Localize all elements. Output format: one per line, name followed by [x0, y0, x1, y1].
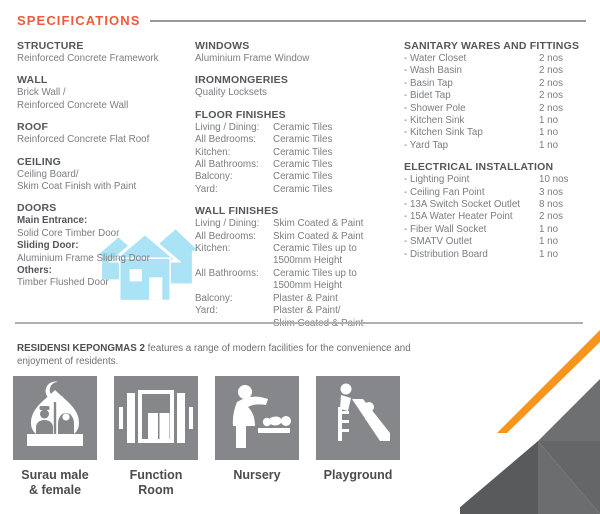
spec-pair-row: [195, 159, 404, 171]
spec-pair-value: [273, 218, 404, 230]
spec-section: [195, 74, 404, 99]
spec-item-name: - Kitchen Sink Tap: [404, 127, 483, 139]
specs-column-3: [404, 40, 585, 339]
spec-item-qty: 8 nos: [539, 199, 563, 211]
spec-item-name: - Ceiling Fan Point: [404, 186, 485, 198]
specs-grid: [0, 28, 600, 339]
spec-pair-row: [195, 305, 404, 330]
specs-column-2: [195, 40, 404, 339]
spec-pair-label: All Bathrooms:: [195, 267, 259, 279]
spec-heading: IRONMONGERIES: [195, 74, 289, 87]
spec-item-name: - Water Closet: [404, 53, 467, 64]
spec-pair-value: [273, 184, 404, 196]
playground-icon: [316, 376, 400, 460]
spec-item-row: [404, 53, 585, 65]
spec-item-name: - SMATV Outlet: [404, 236, 472, 248]
spec-pair-label: Balcony:: [195, 171, 233, 183]
spec-pair-label: All Bedrooms:: [195, 134, 256, 146]
spec-item-name: - Bidet Tap: [404, 90, 451, 102]
section-divider: [15, 322, 583, 324]
spec-item-row: [404, 78, 585, 90]
spec-pair-value: [273, 305, 404, 330]
spec-pair-row: [195, 243, 404, 268]
spec-pair-row: [195, 122, 404, 134]
spec-item-qty: 2 nos: [539, 90, 563, 102]
spec-pair-value-line: Ceramic Tiles: [273, 183, 333, 195]
spec-item-qty: 1 no: [539, 248, 559, 260]
spec-pair-value-line: Ceramic Tiles: [273, 134, 333, 146]
spec-pair-value-line: 1500mm Height: [273, 280, 343, 292]
spec-item-row: [404, 65, 585, 77]
spec-section: [404, 161, 585, 261]
spec-line: Skim Coat Finish with Paint: [17, 181, 137, 193]
spec-pair-row: [195, 134, 404, 146]
spec-line: Reinforced Concrete Framework: [17, 53, 159, 64]
spec-item-row: [404, 187, 585, 199]
spec-heading: CEILING: [17, 155, 61, 168]
spec-item-name: - Fiber Wall Socket: [404, 223, 487, 235]
spec-item-qty: 1 no: [539, 115, 559, 127]
spec-pair-value: [273, 147, 404, 159]
spec-pair-label: Balcony:: [195, 292, 233, 304]
facility-card-surau: [13, 376, 97, 498]
spec-item-row: [404, 174, 585, 186]
spec-line: Timber Flushed Door: [17, 277, 109, 289]
spec-pair-label: Living / Dining:: [195, 121, 260, 133]
spec-item-row: [404, 90, 585, 102]
spec-item-qty: 1 no: [539, 223, 559, 235]
spec-section: [404, 40, 585, 152]
spec-heading: ROOF: [17, 121, 49, 134]
spec-line: Reinforced Concrete Wall: [17, 99, 129, 111]
spec-pair-value-line: Plaster & Paint/: [273, 305, 341, 317]
spec-heading: STRUCTURE: [17, 40, 84, 52]
spec-pair-value-line: Ceramic Tiles: [273, 159, 333, 171]
facility-card-function-room: [114, 376, 198, 498]
spec-item-name: - Shower Pole: [404, 102, 466, 114]
spec-pair-value: [273, 293, 404, 305]
spec-pair-row: [195, 268, 404, 293]
facility-label-playground: [316, 468, 400, 483]
spec-pair-value-line: Ceramic Tiles: [273, 146, 333, 158]
facilities-intro-text: features a range of modern facilities for the convenience and enjoyment of residents.: [17, 343, 411, 367]
spec-section: [17, 202, 195, 289]
spec-line: Main Entrance:: [17, 215, 88, 227]
facilities-intro: [17, 342, 419, 368]
spec-line: Aluminium Frame Window: [195, 53, 310, 64]
spec-heading: SANITARY WARES AND FITTINGS: [404, 40, 580, 52]
spec-heading: WINDOWS: [195, 40, 250, 52]
spec-section: [17, 40, 195, 65]
nursery-icon: [215, 376, 299, 460]
spec-item-name: - 15A Water Heater Point: [404, 211, 513, 223]
spec-line: Ceiling Board/: [17, 168, 79, 180]
spec-heading: DOORS: [17, 202, 57, 215]
spec-item-qty: 10 nos: [539, 174, 569, 186]
spec-line: Others:: [17, 265, 52, 277]
spec-line: Sliding Door:: [17, 240, 79, 252]
spec-pair-label: All Bedrooms:: [195, 230, 256, 242]
spec-heading: FLOOR FINISHES: [195, 108, 286, 121]
project-name: RESIDENSI KEPONGMAS 2: [17, 343, 145, 354]
spec-pair-row: [195, 171, 404, 183]
spec-item-qty: 1 no: [539, 127, 559, 139]
spec-line: Quality Locksets: [195, 87, 267, 99]
specs-column-1: [17, 40, 195, 339]
facilities-section: [17, 342, 437, 498]
page-header: [0, 0, 600, 28]
spec-item-row: [404, 103, 585, 115]
facility-label-function-room: [114, 468, 198, 498]
spec-pair-label: Kitchen:: [195, 243, 231, 255]
spec-item-row: [404, 211, 585, 223]
spec-pair-value-line: Skim Coated & Paint: [273, 218, 364, 230]
spec-pair-value-line: Ceramic Tiles: [273, 171, 333, 183]
spec-pair-row: [195, 231, 404, 243]
facility-label-nursery: [215, 468, 299, 483]
spec-item-qty: 2 nos: [539, 77, 563, 89]
spec-pair-value: [273, 159, 404, 171]
spec-pair-value: [273, 171, 404, 183]
facility-label-line: Function: [129, 468, 183, 482]
facility-label-line: Nursery: [233, 468, 281, 482]
spec-section: [195, 205, 404, 330]
spec-pair-value-line: Ceramic Tiles: [273, 121, 333, 133]
spec-section: [17, 121, 195, 146]
spec-pair-value-line: Skim Coated & Paint: [273, 230, 364, 242]
spec-pair-value-line: Plaster & Paint: [273, 292, 338, 304]
spec-item-row: [404, 236, 585, 248]
spec-item-name: - Distribution Board: [404, 248, 488, 260]
spec-item-name: - Kitchen Sink: [404, 115, 465, 127]
spec-heading: ELECTRICAL INSTALLATION: [404, 161, 554, 174]
spec-item-qty: 2 nos: [539, 53, 563, 64]
spec-item-row: [404, 249, 585, 261]
spec-pair-label: Yard:: [195, 183, 218, 195]
spec-item-qty: 1 no: [539, 236, 559, 248]
facility-label-line: Room: [138, 483, 174, 497]
page-title: SPECIFICATIONS: [17, 13, 141, 28]
spec-pair-value-line: 1500mm Height: [273, 255, 343, 267]
spec-pair-label: All Bathrooms:: [195, 159, 259, 171]
spec-item-row: [404, 199, 585, 211]
spec-item-row: [404, 140, 585, 152]
spec-pair-value: [273, 122, 404, 134]
spec-pair-value: [273, 231, 404, 243]
surau-icon: [13, 376, 97, 460]
spec-section: [17, 74, 195, 112]
spec-pair-value: [273, 134, 404, 146]
facility-label-line: & female: [28, 483, 82, 497]
facility-label-line: Playground: [323, 468, 393, 482]
spec-section: [195, 40, 404, 65]
facility-cards: [13, 376, 437, 498]
spec-item-qty: 2 nos: [539, 65, 563, 77]
spec-pair-label: Living / Dining:: [195, 218, 260, 230]
spec-pair-row: [195, 184, 404, 196]
spec-pair-row: [195, 147, 404, 159]
spec-pair-value-line: Ceramic Tiles up to: [273, 243, 357, 255]
spec-pair-value: [273, 268, 404, 293]
title-rule: [150, 20, 586, 22]
spec-line: Aluminium Frame Sliding Door: [17, 252, 150, 264]
spec-heading: WALL: [17, 74, 48, 87]
spec-pair-value: [273, 243, 404, 268]
spec-section: [195, 109, 404, 196]
function-room-icon: [114, 376, 198, 460]
spec-heading: WALL FINISHES: [195, 205, 279, 218]
spec-line: Solid Core Timber Door: [17, 227, 120, 239]
spec-section: [17, 156, 195, 194]
facility-label-line: Surau male: [21, 468, 89, 482]
spec-item-qty: 3 nos: [539, 186, 563, 198]
spec-pair-row: [195, 293, 404, 305]
spec-item-name: - 13A Switch Socket Outlet: [404, 199, 520, 211]
spec-item-qty: 1 no: [539, 139, 559, 151]
facility-label-surau: [13, 468, 97, 498]
spec-pair-row: [195, 218, 404, 230]
spec-item-qty: 2 nos: [539, 211, 563, 223]
corner-decoration: [460, 324, 600, 514]
spec-line: Brick Wall /: [17, 87, 66, 99]
spec-pair-label: Kitchen:: [195, 146, 231, 158]
spec-item-row: [404, 224, 585, 236]
spec-item-name: - Wash Basin: [404, 65, 462, 77]
spec-pair-label: Yard:: [195, 305, 218, 317]
spec-item-name: - Basin Tap: [404, 77, 453, 89]
spec-line: Reinforced Concrete Flat Roof: [17, 134, 150, 146]
spec-item-row: [404, 127, 585, 139]
spec-item-name: - Lighting Point: [404, 174, 470, 186]
spec-item-row: [404, 115, 585, 127]
spec-item-name: - Yard Tap: [404, 139, 449, 151]
spec-pair-value-line: Ceramic Tiles up to: [273, 267, 357, 279]
facility-card-playground: [316, 376, 400, 498]
spec-item-qty: 2 nos: [539, 102, 563, 114]
facility-card-nursery: [215, 376, 299, 498]
